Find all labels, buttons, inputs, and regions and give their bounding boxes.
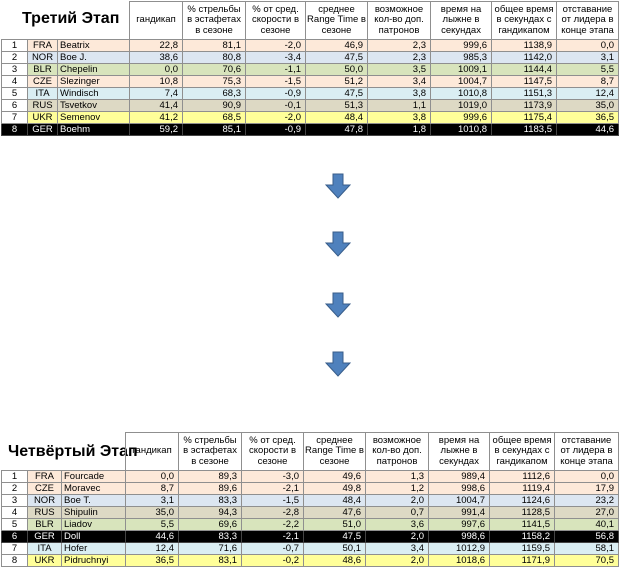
down-arrow-icon (325, 292, 351, 318)
country-cell: RUS (28, 507, 62, 519)
table-row (2, 495, 619, 507)
ski-time-cell: 1009,1 (431, 64, 492, 76)
extra-rounds-cell: 3,8 (368, 112, 431, 124)
range-time-cell: 51,2 (306, 76, 368, 88)
ski-time-cell: 1004,7 (429, 495, 490, 507)
stage4-table (1, 432, 619, 567)
ski-time-cell: 999,6 (431, 112, 492, 124)
rank-cell: 8 (2, 555, 28, 567)
range-time-cell: 49,6 (304, 471, 366, 483)
col-extra-rounds: возможное кол-во доп. патронов (366, 433, 429, 471)
country-cell: CZE (28, 76, 58, 88)
range-time-cell: 48,6 (304, 555, 366, 567)
gap-cell: 5,5 (557, 64, 619, 76)
gap-cell: 17,9 (555, 483, 619, 495)
country-cell: GER (28, 124, 58, 136)
total-time-cell: 1175,4 (492, 112, 557, 124)
speed-cell: -2,0 (246, 40, 306, 52)
country-cell: NOR (28, 52, 58, 64)
range-time-cell: 47,5 (306, 88, 368, 100)
down-arrow-icon (325, 351, 351, 377)
extra-rounds-cell: 3,4 (366, 543, 429, 555)
extra-rounds-cell: 2,3 (368, 40, 431, 52)
speed-cell: -0,7 (242, 543, 304, 555)
handicap-cell: 35,0 (126, 507, 179, 519)
stage4-header-row (2, 433, 619, 471)
range-time-cell: 47,8 (306, 124, 368, 136)
total-time-cell: 1147,5 (492, 76, 557, 88)
shooting-cell: 75,3 (183, 76, 246, 88)
handicap-cell: 38,6 (130, 52, 183, 64)
table-row (2, 555, 619, 567)
table-row (2, 531, 619, 543)
speed-cell: -1,1 (246, 64, 306, 76)
country-cell: ITA (28, 543, 62, 555)
shooting-cell: 89,3 (179, 471, 242, 483)
extra-rounds-cell: 3,6 (366, 519, 429, 531)
col-gap: отставание от лидера в конце этапа (555, 433, 619, 471)
speed-cell: -1,5 (246, 76, 306, 88)
ski-time-cell: 1010,8 (431, 124, 492, 136)
ski-time-cell: 991,4 (429, 507, 490, 519)
athlete-cell: Boe J. (58, 52, 130, 64)
rank-cell: 4 (2, 507, 28, 519)
col-speed: % от сред. скорости в сезоне (246, 2, 306, 40)
rank-cell: 6 (2, 100, 28, 112)
col-range-time: среднее Range Time в сезоне (304, 433, 366, 471)
athlete-cell: Hofer (62, 543, 126, 555)
country-cell: ITA (28, 88, 58, 100)
handicap-cell: 59,2 (130, 124, 183, 136)
down-arrow-icon (325, 231, 351, 257)
col-gap: отставание от лидера в конце этапа (557, 2, 619, 40)
country-cell: UKR (28, 555, 62, 567)
country-cell: BLR (28, 519, 62, 531)
range-time-cell: 50,0 (306, 64, 368, 76)
extra-rounds-cell: 1,2 (366, 483, 429, 495)
country-cell: UKR (28, 112, 58, 124)
speed-cell: -2,8 (242, 507, 304, 519)
speed-cell: -2,2 (242, 519, 304, 531)
athlete-cell: Chepelin (58, 64, 130, 76)
rank-cell: 7 (2, 543, 28, 555)
stage4-title-cell (2, 433, 126, 471)
extra-rounds-cell: 3,8 (368, 88, 431, 100)
shooting-cell: 85,1 (183, 124, 246, 136)
total-time-cell: 1183,5 (492, 124, 557, 136)
range-time-cell: 47,5 (306, 52, 368, 64)
range-time-cell: 50,1 (304, 543, 366, 555)
athlete-cell: Beatrix (58, 40, 130, 52)
table-row (2, 519, 619, 531)
speed-cell: -1,5 (242, 495, 304, 507)
range-time-cell: 47,6 (304, 507, 366, 519)
shooting-cell: 68,3 (183, 88, 246, 100)
rank-cell: 4 (2, 76, 28, 88)
ski-time-cell: 1018,6 (429, 555, 490, 567)
col-extra-rounds: возможное кол-во доп. патронов (368, 2, 431, 40)
col-shooting: % стрельбы в эстафетах в сезоне (179, 433, 242, 471)
athlete-cell: Windisch (58, 88, 130, 100)
handicap-cell: 0,0 (126, 471, 179, 483)
rank-cell: 2 (2, 52, 28, 64)
rank-cell: 5 (2, 519, 28, 531)
athlete-cell: Fourcade (62, 471, 126, 483)
handicap-cell: 44,6 (126, 531, 179, 543)
shooting-cell: 83,3 (179, 531, 242, 543)
gap-cell: 0,0 (557, 40, 619, 52)
total-time-cell: 1171,9 (490, 555, 555, 567)
rank-cell: 8 (2, 124, 28, 136)
range-time-cell: 46,9 (306, 40, 368, 52)
handicap-cell: 10,8 (130, 76, 183, 88)
gap-cell: 3,1 (557, 52, 619, 64)
rank-cell: 5 (2, 88, 28, 100)
table-row (2, 112, 619, 124)
country-cell: RUS (28, 100, 58, 112)
gap-cell: 35,0 (557, 100, 619, 112)
handicap-cell: 41,2 (130, 112, 183, 124)
athlete-cell: Liadov (62, 519, 126, 531)
rank-cell: 3 (2, 495, 28, 507)
shooting-cell: 83,3 (179, 495, 242, 507)
ski-time-cell: 997,6 (429, 519, 490, 531)
rank-cell: 1 (2, 40, 28, 52)
handicap-cell: 3,1 (126, 495, 179, 507)
table-row (2, 507, 619, 519)
athlete-cell: Tsvetkov (58, 100, 130, 112)
extra-rounds-cell: 2,3 (368, 52, 431, 64)
gap-cell: 8,7 (557, 76, 619, 88)
shooting-cell: 81,1 (183, 40, 246, 52)
stage3-header-row (2, 2, 619, 40)
gap-cell: 70,5 (555, 555, 619, 567)
extra-rounds-cell: 3,5 (368, 64, 431, 76)
gap-cell: 0,0 (555, 471, 619, 483)
col-total-time: общее время в секундах с гандикапом (492, 2, 557, 40)
extra-rounds-cell: 1,1 (368, 100, 431, 112)
rank-cell: 2 (2, 483, 28, 495)
range-time-cell: 51,3 (306, 100, 368, 112)
range-time-cell: 48,4 (304, 495, 366, 507)
table-row (2, 483, 619, 495)
range-time-cell: 47,5 (304, 531, 366, 543)
table-row (2, 543, 619, 555)
table-row (2, 76, 619, 88)
speed-cell: -3,0 (242, 471, 304, 483)
speed-cell: -0,1 (246, 100, 306, 112)
handicap-cell: 41,4 (130, 100, 183, 112)
speed-cell: -2,1 (242, 531, 304, 543)
ski-time-cell: 985,3 (431, 52, 492, 64)
table-row (2, 471, 619, 483)
shooting-cell: 80,8 (183, 52, 246, 64)
range-time-cell: 48,4 (306, 112, 368, 124)
col-ski-time: время на лыжне в секундах (431, 2, 492, 40)
handicap-cell: 5,5 (126, 519, 179, 531)
speed-cell: -2,0 (246, 112, 306, 124)
ski-time-cell: 999,6 (431, 40, 492, 52)
table-row (2, 40, 619, 52)
handicap-cell: 7,4 (130, 88, 183, 100)
country-cell: FRA (28, 40, 58, 52)
handicap-cell: 12,4 (126, 543, 179, 555)
athlete-cell: Semenov (58, 112, 130, 124)
ski-time-cell: 989,4 (429, 471, 490, 483)
col-total-time: общее время в секундах с гандикапом (490, 433, 555, 471)
country-cell: FRA (28, 471, 62, 483)
total-time-cell: 1159,5 (490, 543, 555, 555)
total-time-cell: 1158,2 (490, 531, 555, 543)
gap-cell: 23,2 (555, 495, 619, 507)
gap-cell: 36,5 (557, 112, 619, 124)
total-time-cell: 1128,5 (490, 507, 555, 519)
athlete-cell: Shipulin (62, 507, 126, 519)
extra-rounds-cell: 2,0 (366, 495, 429, 507)
gap-cell: 12,4 (557, 88, 619, 100)
ski-time-cell: 1004,7 (431, 76, 492, 88)
ski-time-cell: 1010,8 (431, 88, 492, 100)
shooting-cell: 90,9 (183, 100, 246, 112)
extra-rounds-cell: 1,3 (366, 471, 429, 483)
total-time-cell: 1138,9 (492, 40, 557, 52)
stage3-table (1, 1, 619, 136)
handicap-cell: 22,8 (130, 40, 183, 52)
country-cell: NOR (28, 495, 62, 507)
country-cell: GER (28, 531, 62, 543)
col-shooting: % стрельбы в эстафетах в сезоне (183, 2, 246, 40)
col-speed: % от сред. скорости в сезоне (242, 433, 304, 471)
total-time-cell: 1119,4 (490, 483, 555, 495)
stage3-title-cell (2, 2, 130, 40)
speed-cell: -0,9 (246, 88, 306, 100)
table-row (2, 52, 619, 64)
speed-cell: -0,2 (242, 555, 304, 567)
ski-time-cell: 1012,9 (429, 543, 490, 555)
table-row (2, 88, 619, 100)
gap-cell: 56,8 (555, 531, 619, 543)
table-row (2, 124, 619, 136)
total-time-cell: 1124,6 (490, 495, 555, 507)
total-time-cell: 1142,0 (492, 52, 557, 64)
gap-cell: 40,1 (555, 519, 619, 531)
speed-cell: -3,4 (246, 52, 306, 64)
speed-cell: -2,1 (242, 483, 304, 495)
stage3-title: Третий Этап (22, 10, 120, 27)
rank-cell: 7 (2, 112, 28, 124)
rank-cell: 1 (2, 471, 28, 483)
shooting-cell: 68,5 (183, 112, 246, 124)
shooting-cell: 89,6 (179, 483, 242, 495)
total-time-cell: 1151,3 (492, 88, 557, 100)
extra-rounds-cell: 1,8 (368, 124, 431, 136)
ski-time-cell: 998,6 (429, 531, 490, 543)
shooting-cell: 71,6 (179, 543, 242, 555)
athlete-cell: Boe T. (62, 495, 126, 507)
rank-cell: 6 (2, 531, 28, 543)
rank-cell: 3 (2, 64, 28, 76)
extra-rounds-cell: 2,0 (366, 531, 429, 543)
athlete-cell: Doll (62, 531, 126, 543)
total-time-cell: 1144,4 (492, 64, 557, 76)
range-time-cell: 51,0 (304, 519, 366, 531)
athlete-cell: Boehm (58, 124, 130, 136)
range-time-cell: 49,8 (304, 483, 366, 495)
gap-cell: 58,1 (555, 543, 619, 555)
country-cell: BLR (28, 64, 58, 76)
handicap-cell: 36,5 (126, 555, 179, 567)
athlete-cell: Pidruchnyi (62, 555, 126, 567)
total-time-cell: 1173,9 (492, 100, 557, 112)
ski-time-cell: 1019,0 (431, 100, 492, 112)
ski-time-cell: 998,6 (429, 483, 490, 495)
col-ski-time: время на лыжне в секундах (429, 433, 490, 471)
total-time-cell: 1112,6 (490, 471, 555, 483)
table-row (2, 64, 619, 76)
extra-rounds-cell: 3,4 (368, 76, 431, 88)
country-cell: CZE (28, 483, 62, 495)
down-arrow-icon (325, 173, 351, 199)
col-handicap: гандикап (126, 433, 179, 471)
athlete-cell: Moravec (62, 483, 126, 495)
handicap-cell: 0,0 (130, 64, 183, 76)
athlete-cell: Slezinger (58, 76, 130, 88)
shooting-cell: 69,6 (179, 519, 242, 531)
col-handicap: гандикап (130, 2, 183, 40)
extra-rounds-cell: 0,7 (366, 507, 429, 519)
handicap-cell: 8,7 (126, 483, 179, 495)
stage4-title: Четвёртый Этап (8, 443, 138, 460)
table-row (2, 100, 619, 112)
shooting-cell: 83,1 (179, 555, 242, 567)
gap-cell: 27,0 (555, 507, 619, 519)
extra-rounds-cell: 2,0 (366, 555, 429, 567)
gap-cell: 44,6 (557, 124, 619, 136)
speed-cell: -0,9 (246, 124, 306, 136)
shooting-cell: 70,6 (183, 64, 246, 76)
total-time-cell: 1141,5 (490, 519, 555, 531)
shooting-cell: 94,3 (179, 507, 242, 519)
col-range-time: среднее Range Time в сезоне (306, 2, 368, 40)
